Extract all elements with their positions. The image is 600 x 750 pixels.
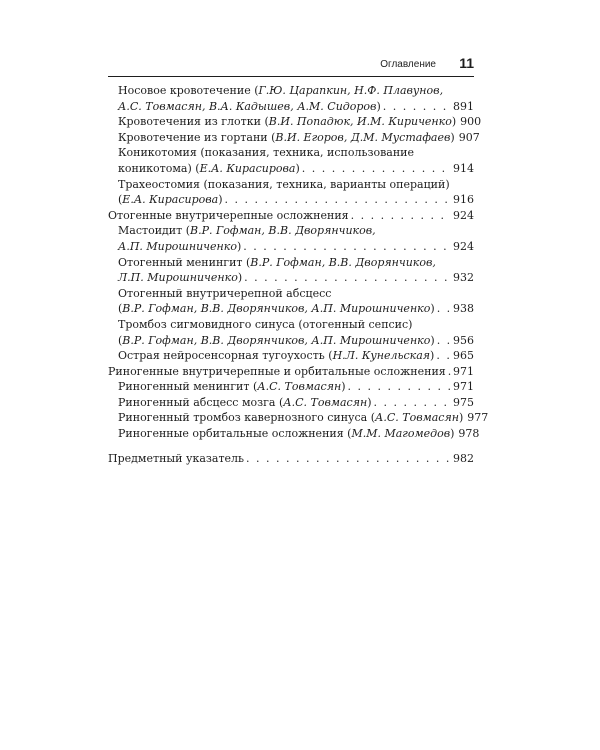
- toc-section-entry: [108, 348, 474, 364]
- toc-line-text: [118, 130, 455, 146]
- toc-line: [108, 379, 474, 395]
- toc-line: [108, 177, 474, 193]
- toc-title-text: ): [430, 302, 435, 316]
- toc-page-number: 965: [453, 349, 474, 363]
- table-of-contents: [108, 83, 489, 466]
- toc-section-entry: [108, 410, 489, 426]
- toc-title-text: Мастоидит (: [118, 224, 190, 238]
- toc-section-entry: [108, 177, 474, 208]
- toc-title-text: Кровотечения из глотки (: [118, 115, 269, 129]
- toc-section-entry: [108, 255, 474, 286]
- toc-page-number: 938: [453, 302, 474, 316]
- toc-line: [108, 161, 474, 177]
- toc-page-number: 975: [453, 395, 474, 409]
- toc-author-text: М.М. Магомедов: [351, 427, 451, 441]
- toc-line: [108, 192, 474, 208]
- toc-title-text: ): [430, 349, 435, 363]
- toc-section-entry: [108, 395, 474, 411]
- toc-line: [108, 426, 480, 442]
- toc-title-text: ): [295, 161, 300, 175]
- toc-title-text: ): [450, 130, 455, 144]
- toc-line-text: [118, 379, 346, 395]
- toc-title-text: Предметный указатель: [108, 451, 245, 465]
- toc-author-text: В.Р. Гофман, В.В. Дворянчиков,: [190, 224, 376, 238]
- toc-line: [108, 99, 474, 115]
- toc-line-text: [118, 317, 412, 333]
- toc-line-text: [118, 426, 454, 442]
- toc-page-number: 982: [453, 451, 474, 465]
- toc-title-text: Риногенные внутричерепные и орбитальные осложнения: [108, 364, 446, 378]
- toc-title-text: ): [376, 99, 381, 113]
- toc-line-text: [108, 364, 446, 380]
- toc-line: [108, 223, 474, 239]
- toc-section-entry: [108, 286, 474, 317]
- toc-line: [108, 208, 474, 224]
- toc-title-text: (: [118, 333, 123, 347]
- toc-section-entry: [108, 223, 474, 254]
- toc-author-text: В.Р. Гофман, В.В. Дворянчиков, А.П. Мирошниченко: [122, 333, 431, 347]
- toc-section-entry: [108, 130, 480, 146]
- toc-page-number: 900: [460, 115, 482, 129]
- toc-page-number: 956: [453, 333, 474, 347]
- toc-author-text: А.С. Товмасян: [283, 395, 368, 409]
- toc-line: [108, 239, 474, 255]
- toc-line-text: [118, 348, 434, 364]
- toc-page-number: 971: [453, 380, 474, 394]
- toc-author-text: В.И. Егоров, Д.М. Мустафаев: [275, 130, 451, 144]
- page-number: 11: [459, 55, 474, 71]
- toc-line: [108, 270, 474, 286]
- toc-line: [108, 114, 482, 130]
- toc-author-text: В.Р. Гофман, В.В. Дворянчиков,: [250, 255, 436, 269]
- toc-line: [108, 364, 474, 380]
- running-header: [108, 56, 474, 77]
- toc-line: [108, 317, 474, 333]
- toc-line-text: [118, 145, 414, 161]
- toc-title-text: ): [430, 333, 435, 347]
- toc-line-text: [118, 239, 241, 255]
- toc-page-number: 924: [453, 239, 474, 253]
- toc-line-text: [118, 223, 376, 239]
- toc-line-text: [118, 177, 450, 193]
- toc-line-text: [118, 286, 331, 302]
- toc-title-text: Тромбоз сигмовидного синуса (отогенный сепсис): [118, 317, 413, 331]
- toc-chapter-entry: [108, 451, 474, 467]
- toc-title-text: Риногенный тромбоз кавернозного синуса (: [118, 411, 376, 425]
- toc-section-entry: [108, 426, 480, 442]
- toc-chapter-entry: [108, 364, 474, 380]
- dot-leader: [351, 208, 451, 224]
- toc-author-text: А.С. Товмасян: [257, 380, 342, 394]
- toc-title-text: Риногенный менингит (: [118, 380, 258, 394]
- toc-title-text: Трахеостомия (показания, техника, варианты операций): [118, 177, 450, 191]
- toc-title-text: Отогенный внутричерепной абсцесс: [118, 286, 332, 300]
- dot-leader: [246, 451, 451, 467]
- toc-title-text: ): [450, 427, 455, 441]
- toc-title-text: Отогенный менингит (: [118, 255, 251, 269]
- dot-leader: [348, 379, 451, 395]
- toc-page-number: 977: [467, 411, 489, 425]
- dot-leader: [448, 364, 451, 380]
- toc-title-text: Риногенные орбитальные осложнения (: [118, 427, 352, 441]
- toc-title-text: Риногенный абсцесс мозга (: [118, 395, 284, 409]
- toc-line: [108, 286, 474, 302]
- toc-title-text: коникотома) (: [118, 161, 200, 175]
- toc-title-text: Острая нейросенсорная тугоухость (: [118, 349, 333, 363]
- toc-line-text: [118, 192, 223, 208]
- dot-leader: [225, 192, 451, 208]
- toc-line: [108, 348, 474, 364]
- toc-line-text: [108, 208, 349, 224]
- toc-title-text: (: [118, 302, 123, 316]
- toc-title-text: ): [218, 193, 223, 207]
- toc-title-text: ): [459, 411, 464, 425]
- toc-line: [108, 451, 474, 467]
- toc-title-text: ): [367, 395, 372, 409]
- dot-leader: [437, 333, 451, 349]
- toc-author-text: Е.А. Кирасирова: [199, 161, 296, 175]
- toc-title-text: Кровотечение из гортани (: [118, 130, 276, 144]
- toc-page-number: 978: [458, 427, 480, 441]
- toc-chapter-entry: [108, 208, 474, 224]
- toc-title-text: Отогенные внутричерепные осложнения: [108, 208, 349, 222]
- toc-line-text: [118, 99, 381, 115]
- toc-title-text: ): [341, 380, 346, 394]
- toc-title-text: Коникотомия (показания, техника, использование: [118, 146, 415, 160]
- dot-leader: [374, 395, 451, 411]
- toc-line: [108, 145, 474, 161]
- dot-leader: [383, 99, 451, 115]
- toc-line-text: [118, 333, 435, 349]
- dot-leader: [436, 348, 451, 364]
- toc-line-text: [118, 410, 463, 426]
- toc-author-text: А.С. Товмасян, В.А. Кадышев, А.М. Сидоров: [118, 99, 377, 113]
- toc-line: [108, 410, 489, 426]
- toc-title-text: ): [236, 239, 242, 253]
- toc-spacer: [108, 442, 474, 451]
- toc-line: [108, 255, 474, 271]
- toc-title-text: ): [237, 271, 243, 285]
- toc-section-entry: [108, 83, 474, 114]
- toc-page-number: 907: [458, 130, 480, 144]
- toc-title-text: ): [451, 115, 457, 129]
- toc-section-entry: [108, 114, 482, 130]
- dot-leader: [244, 270, 451, 286]
- toc-page-number: 924: [453, 208, 474, 222]
- toc-page-number: 914: [453, 161, 474, 175]
- toc-page-number: 971: [453, 364, 474, 378]
- dot-leader: [437, 301, 451, 317]
- toc-line-text: [118, 114, 456, 130]
- toc-page-number: 916: [453, 193, 474, 207]
- toc-author-text: Г.Ю. Царапкин, Н.Ф. Плавунов,: [258, 84, 444, 97]
- toc-line: [108, 301, 474, 317]
- toc-section-entry: [108, 145, 474, 176]
- toc-author-text: А.С. Товмасян: [375, 411, 459, 425]
- toc-author-text: Л.П. Мирошниченко: [118, 271, 238, 285]
- toc-page-number: 932: [453, 271, 474, 285]
- toc-title-text: (: [118, 193, 123, 207]
- toc-author-text: В.И. Попадюк, И.М. Кириченко: [268, 115, 452, 129]
- toc-line-text: [118, 301, 435, 317]
- toc-line: [108, 395, 474, 411]
- dot-leader: [243, 239, 451, 255]
- toc-author-text: А.П. Мирошниченко: [118, 239, 237, 253]
- running-header-title: Оглавление: [380, 59, 436, 70]
- toc-page-number: 891: [453, 99, 474, 113]
- toc-line-text: [118, 161, 300, 177]
- toc-section-entry: [108, 317, 474, 348]
- toc-line-text: [118, 83, 443, 99]
- toc-line-text: [108, 451, 244, 467]
- toc-line: [108, 333, 474, 349]
- toc-author-text: Н.Л. Кунельская: [332, 349, 431, 363]
- toc-line-text: [118, 395, 372, 411]
- dot-leader: [302, 161, 451, 177]
- toc-section-entry: [108, 379, 474, 395]
- toc-author-text: Е.А. Кирасирова: [122, 193, 219, 207]
- toc-author-text: В.Р. Гофман, В.В. Дворянчиков, А.П. Мирошниченко: [122, 302, 431, 316]
- toc-line-text: [118, 255, 436, 271]
- toc-title-text: Носовое кровотечение (: [118, 84, 259, 97]
- toc-line: [108, 130, 480, 146]
- toc-line: [108, 83, 474, 99]
- toc-line-text: [118, 270, 242, 286]
